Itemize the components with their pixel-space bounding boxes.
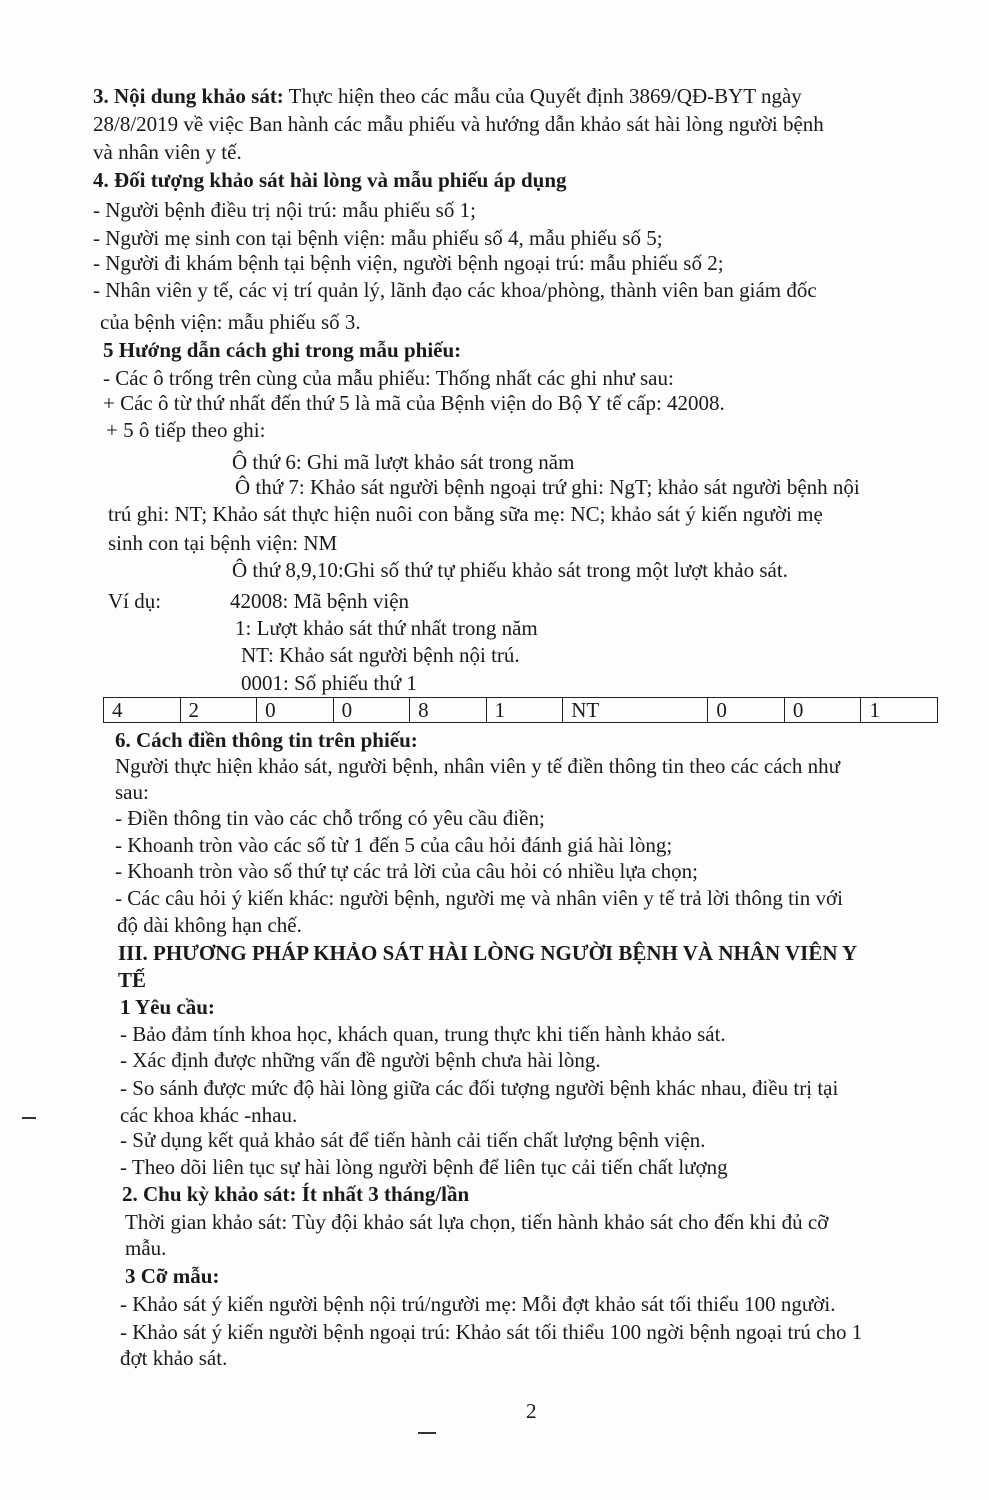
code-cell: 0 bbox=[333, 698, 410, 723]
scan-mark bbox=[418, 1432, 436, 1434]
scan-mark bbox=[22, 1117, 36, 1119]
line-text: - Xác định được những vấn đề người bệnh chưa hài lòng. bbox=[120, 1048, 601, 1072]
section-heading bbox=[125, 1264, 219, 1288]
bold-label: 4. Đối tượng khảo sát hài lòng và mẫu phiếu áp dụng bbox=[93, 168, 567, 192]
line-text: các khoa khác -nhau. bbox=[120, 1103, 298, 1127]
bold-label: 2. Chu kỳ khảo sát: Ít nhất 3 tháng/lần bbox=[122, 1182, 470, 1206]
text-line bbox=[103, 366, 674, 390]
line-text: Ô thứ 7: Khảo sát người bệnh ngoại trứ ghi: NgT; khảo sát người bệnh nội bbox=[235, 475, 860, 499]
text-line bbox=[125, 1210, 828, 1234]
text-line bbox=[103, 391, 725, 415]
code-cell: NT bbox=[563, 698, 708, 723]
line-text: của bệnh viện: mẫu phiếu số 3. bbox=[100, 310, 361, 334]
text-line bbox=[115, 754, 840, 778]
section-heading bbox=[93, 168, 567, 192]
text-line bbox=[120, 1103, 297, 1127]
line-text: Thời gian khảo sát: Tùy đội khảo sát lựa chọn, tiến hành khảo sát cho đến khi đủ cỡ bbox=[125, 1210, 829, 1234]
line-text: - Các ô trống trên cùng của mẫu phiếu: Thống nhất các ghi như sau: bbox=[103, 366, 674, 390]
code-row bbox=[104, 698, 938, 723]
page-number: 2 bbox=[526, 1399, 537, 1423]
line-text: mẫu. bbox=[125, 1236, 167, 1260]
text-line bbox=[106, 418, 265, 442]
text-line bbox=[115, 806, 545, 830]
bold-label: 1 Yêu cầu: bbox=[120, 995, 215, 1019]
line-text: - Bảo đảm tính khoa học, khách quan, trung thực khi tiến hành khảo sát. bbox=[120, 1022, 726, 1046]
line-text: NT: Khảo sát người bệnh nội trú. bbox=[241, 643, 520, 667]
text-line bbox=[125, 1236, 166, 1260]
line-text: 42008: Mã bệnh viện bbox=[230, 589, 410, 613]
text-line bbox=[117, 913, 302, 937]
survey-code-table bbox=[103, 697, 938, 723]
line-text: 28/8/2019 về việc Ban hành các mẫu phiếu và hướng dẫn khảo sát hài lòng người bệnh bbox=[93, 112, 824, 136]
bold-label: 3. Nội dung khảo sát: bbox=[93, 84, 284, 108]
bold-label: 5 Hướng dẫn cách ghi trong mẫu phiếu: bbox=[103, 338, 462, 362]
code-cell: 0 bbox=[708, 698, 785, 723]
text-line bbox=[232, 450, 574, 474]
line-text: - Khảo sát ý kiến người bệnh ngoại trú: Khảo sát tối thiểu 100 ngời bệnh ngoại trú cho 1 bbox=[120, 1320, 863, 1344]
text-line bbox=[235, 475, 860, 499]
text-line bbox=[108, 531, 337, 555]
text-line bbox=[108, 589, 161, 613]
line-text: - Người đi khám bệnh tại bệnh viện, người bệnh ngoại trú: mẫu phiếu số 2; bbox=[93, 251, 724, 275]
text-line bbox=[230, 589, 409, 613]
text-line bbox=[120, 1155, 728, 1179]
text-line bbox=[93, 251, 724, 275]
text-line bbox=[120, 1076, 838, 1100]
code-cell: 0 bbox=[784, 698, 861, 723]
line-text: Thực hiện theo các mẫu của Quyết định 3869/QĐ-BYT ngày bbox=[283, 84, 802, 108]
code-cell: 4 bbox=[104, 698, 181, 723]
bold-label: 3 Cỡ mẫu: bbox=[125, 1264, 220, 1288]
line-text: 0001: Số phiếu thứ 1 bbox=[241, 671, 417, 695]
bold-label: 6. Cách điền thông tin trên phiếu: bbox=[115, 728, 418, 752]
line-text: trú ghi: NT; Khảo sát thực hiện nuôi con bằng sữa mẹ: NC; khảo sát ý kiến người mẹ bbox=[108, 502, 823, 526]
section-heading bbox=[118, 941, 857, 965]
text-line bbox=[115, 780, 149, 804]
line-text: - Các câu hỏi ý kiến khác: người bệnh, người mẹ và nhân viên y tế trả lời thông tin với bbox=[115, 886, 843, 910]
line-text: - Khảo sát ý kiến người bệnh nội trú/người mẹ: Mỗi đợt khảo sát tối thiểu 100 người. bbox=[120, 1292, 836, 1316]
text-line bbox=[115, 833, 672, 857]
text-line bbox=[93, 198, 476, 222]
section-heading bbox=[115, 728, 418, 752]
bold-label: III. PHƯƠNG PHÁP KHẢO SÁT HÀI LÒNG NGƯỜI BỆNH VÀ NHÂN VIÊN Y bbox=[118, 941, 858, 965]
text-line bbox=[93, 278, 817, 302]
text-line bbox=[120, 1346, 227, 1370]
line-text: - Người bệnh điều trị nội trú: mẫu phiếu số 1; bbox=[93, 198, 476, 222]
bold-label: TẾ bbox=[118, 968, 147, 992]
text-line bbox=[120, 1048, 601, 1072]
line-text: - So sánh được mức độ hài lòng giữa các đối tượng người bệnh khác nhau, điều trị tại bbox=[120, 1076, 839, 1100]
line-text: Ô thứ 8,9,10:Ghi số thứ tự phiếu khảo sát trong một lượt khảo sát. bbox=[232, 558, 788, 582]
section-heading bbox=[122, 1182, 469, 1206]
line-text: - Theo dõi liên tục sự hài lòng người bệnh để liên tục cải tiến chất lượng bbox=[120, 1155, 728, 1179]
line-text: - Điền thông tin vào các chỗ trống có yêu cầu điền; bbox=[115, 806, 545, 830]
line-text: sinh con tại bệnh viện: NM bbox=[108, 531, 338, 555]
text-line bbox=[115, 886, 843, 910]
line-text: - Khoanh tròn vào số thứ tự các trả lời của câu hỏi có nhiều lựa chọn; bbox=[115, 859, 698, 883]
text-line bbox=[120, 1022, 726, 1046]
text-line bbox=[93, 112, 824, 136]
code-cell: 1 bbox=[861, 698, 938, 723]
text-line bbox=[241, 671, 417, 695]
code-cell: 8 bbox=[410, 698, 487, 723]
line-text: Ví dụ: bbox=[108, 589, 162, 613]
line-text: + Các ô từ thứ nhất đến thứ 5 là mã của Bệnh viện do Bộ Y tế cấp: 42008. bbox=[103, 391, 725, 415]
line-text: độ dài không hạn chế. bbox=[117, 913, 302, 937]
line-text: Ô thứ 6: Ghi mã lượt khảo sát trong năm bbox=[232, 450, 575, 474]
line-text: - Sử dụng kết quả khảo sát để tiến hành cải tiến chất lượng bệnh viện. bbox=[120, 1128, 706, 1152]
section-heading bbox=[103, 338, 461, 362]
text-line bbox=[93, 140, 242, 164]
line-text: - Khoanh tròn vào các số từ 1 đến 5 của câu hỏi đánh giá hài lòng; bbox=[115, 833, 673, 857]
line-text: và nhân viên y tế. bbox=[93, 140, 242, 164]
text-line bbox=[93, 226, 663, 250]
text-line bbox=[232, 558, 788, 582]
line-text: 1: Lượt khảo sát thứ nhất trong năm bbox=[235, 616, 538, 640]
text-line bbox=[93, 84, 802, 108]
line-text: - Nhân viên y tế, các vị trí quản lý, lãnh đạo các khoa/phòng, thành viên ban giám đốc bbox=[93, 278, 817, 302]
line-text: đợt khảo sát. bbox=[120, 1346, 228, 1370]
text-line bbox=[120, 1292, 836, 1316]
text-line bbox=[115, 859, 698, 883]
text-line bbox=[108, 502, 823, 526]
code-cell: 2 bbox=[180, 698, 257, 723]
line-text: Người thực hiện khảo sát, người bệnh, nhân viên y tế điền thông tin theo các cách như bbox=[115, 754, 840, 778]
text-line bbox=[241, 643, 520, 667]
section-heading bbox=[118, 968, 146, 992]
line-text: sau: bbox=[115, 780, 149, 804]
text-line bbox=[100, 310, 361, 334]
code-cell: 0 bbox=[257, 698, 334, 723]
code-cell: 1 bbox=[486, 698, 563, 723]
section-heading bbox=[120, 995, 215, 1019]
text-line bbox=[120, 1320, 862, 1344]
text-line bbox=[120, 1128, 706, 1152]
text-line bbox=[235, 616, 538, 640]
line-text: + 5 ô tiếp theo ghi: bbox=[106, 418, 266, 442]
line-text: - Người mẹ sinh con tại bệnh viện: mẫu phiếu số 4, mẫu phiếu số 5; bbox=[93, 226, 663, 250]
